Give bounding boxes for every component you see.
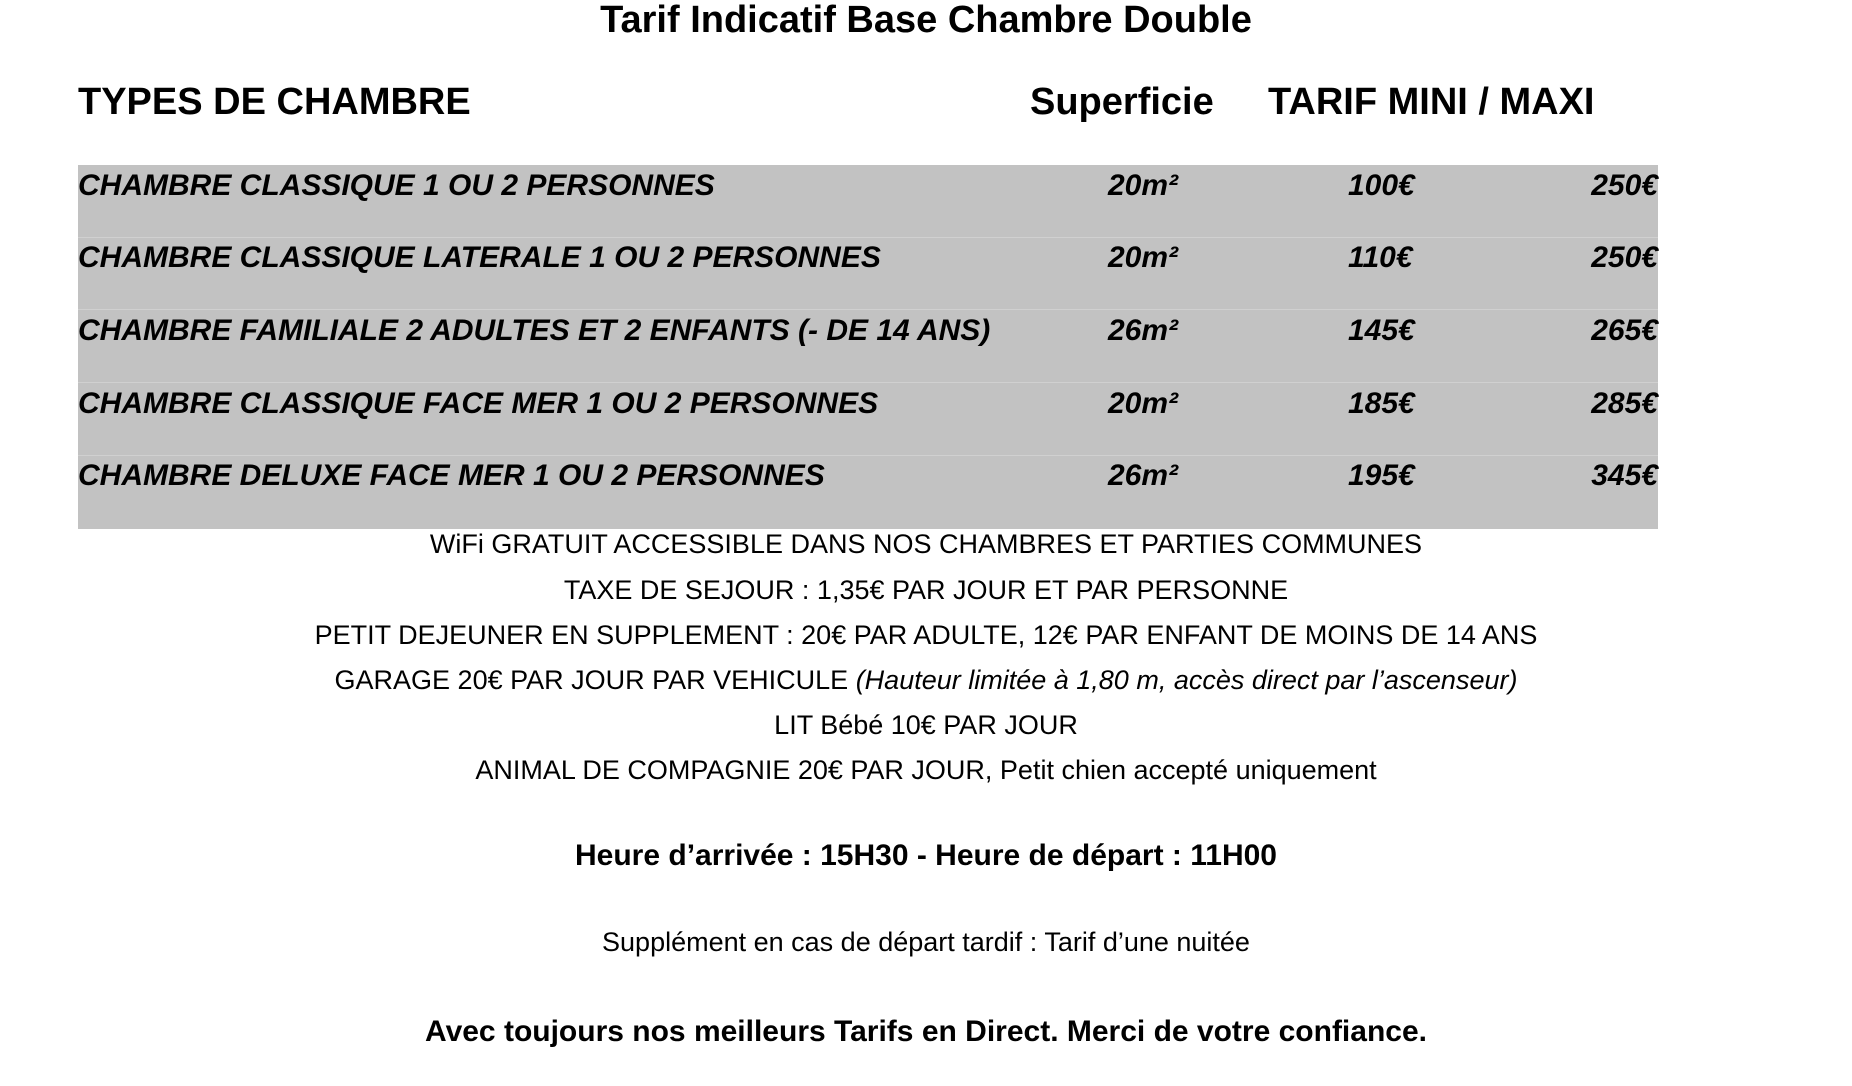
room-tarif-maxi: 250€ [1591,169,1658,202]
garage-note: (Hauteur limitée à 1,80 m, accès direct par l’ascenseur) [855,665,1518,695]
room-tarif-mini: 100€ [1348,169,1415,202]
header-superficie: Superficie [1030,81,1214,123]
room-tarif-maxi: 285€ [1591,387,1658,420]
header-tarif: TARIF MINI / MAXI [1268,81,1595,123]
room-tarif-mini: 185€ [1348,387,1415,420]
room-tarif-mini: 145€ [1348,314,1415,347]
closing-message: Avec toujours nos meilleurs Tarifs en Direct. Merci de votre confiance. [425,1015,1427,1048]
room-tarif-mini: 110€ [1348,241,1413,274]
garage-text: GARAGE 20€ PAR JOUR PAR VEHICULE [334,665,856,695]
room-name: CHAMBRE CLASSIQUE LATERALE 1 OU 2 PERSONNES [78,241,881,274]
info-petit-dejeuner: PETIT DEJEUNER EN SUPPLEMENT : 20€ PAR ADULTE, 12€ PAR ENFANT DE MOINS DE 14 ANS [314,620,1538,650]
table-row [78,455,1658,527]
room-superficie: 20m² [1108,241,1179,274]
room-name: CHAMBRE DELUXE FACE MER 1 OU 2 PERSONNES [78,459,825,492]
room-tarif-maxi: 345€ [1591,459,1658,492]
checkin-checkout-hours: Heure d’arrivée : 15H30 - Heure de départ : 11H00 [575,839,1277,872]
room-tarif-maxi: 250€ [1591,241,1658,274]
info-taxe-sejour: TAXE DE SEJOUR : 1,35€ PAR JOUR ET PAR PERSONNE [563,575,1289,605]
info-garage [0,662,1852,698]
room-superficie: 26m² [1108,314,1179,347]
room-superficie: 26m² [1108,459,1179,492]
table-row [78,310,1658,383]
column-headers [0,78,1852,126]
info-wifi: WiFi GRATUIT ACCESSIBLE DANS NOS CHAMBRES ET PARTIES COMMUNES [429,529,1423,559]
rates-table [78,165,1658,529]
room-name: CHAMBRE FAMILIALE 2 ADULTES ET 2 ENFANTS (- DE 14 ANS) [78,314,991,347]
table-row [78,165,1658,238]
table-row [78,383,1658,456]
info-lit-bebe: LIT Bébé 10€ PAR JOUR [774,710,1078,740]
room-tarif-maxi: 265€ [1591,314,1658,347]
table-row [78,237,1658,310]
room-name: CHAMBRE CLASSIQUE FACE MER 1 OU 2 PERSONNES [78,387,879,420]
room-name: CHAMBRE CLASSIQUE 1 OU 2 PERSONNES [78,169,715,202]
room-tarif-mini: 195€ [1348,459,1415,492]
info-animal: ANIMAL DE COMPAGNIE 20€ PAR JOUR, Petit chien accepté uniquement [475,755,1377,785]
late-checkout-note: Supplément en cas de départ tardif : Tarif d’une nuitée [602,927,1250,957]
header-types: TYPES DE CHAMBRE [78,81,471,123]
room-superficie: 20m² [1108,169,1179,202]
page-title: Tarif Indicatif Base Chambre Double [600,0,1252,41]
room-superficie: 20m² [1108,387,1179,420]
